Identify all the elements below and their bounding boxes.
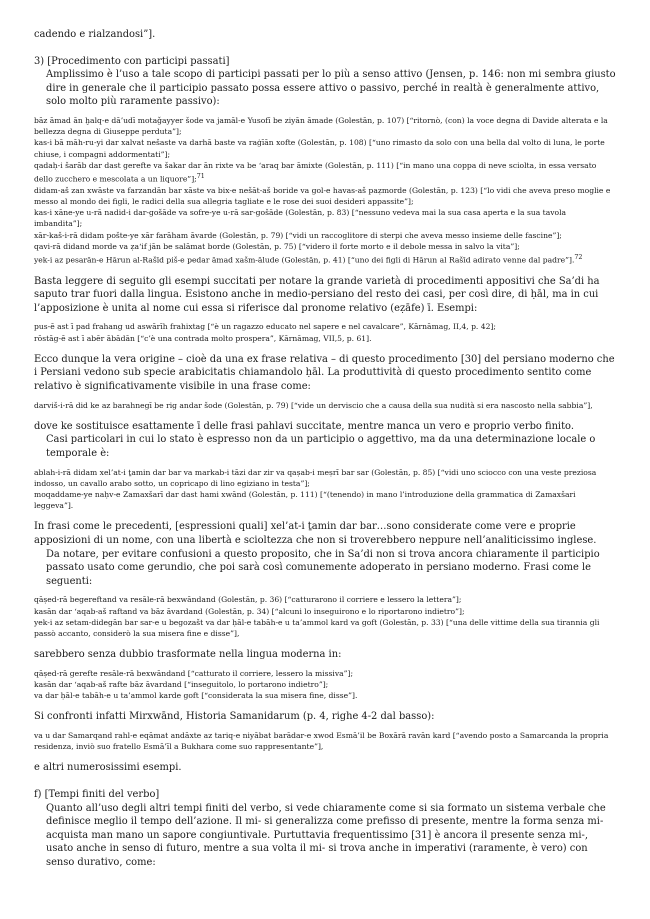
example-line: yek-i az setam-didegān bar sar-e u begozašt va dar ḥāl-e tabāh-e u ta’ammol kard va goft (Golestān, p. 33) [“una delle vittime della sua tirannia gli passò accanto, considerò la sua misera fine e disse”], [34,617,600,639]
example-text: yek-i az pesarān-e Hārun al-Rašīd piš-e pedar āmad xašm-ālude (Golestān, p. 41) [“uno dei figli di Hārun al Rašīd adirato venne dal padre”]. [34,255,575,265]
example-line: kasān dar ‘aqab-aš rafte bāz āvardand [“inseguitolo, lo portarono indietro”]; [34,680,329,690]
paragraph: Basta leggere di seguito gli esempi succitati per notare la grande varietà di procedimenti appositivi che Sa’di ha saputo trar fuori dalla lingua. Esistono anche in medio-persiano del resto dei casi, per così dire, di ḥāl, ma in cui l’apposizione è unita al nome cui essa si riferisce dal pronome relativo (eẓāfe) ī. Esempi: [34,275,600,314]
example-line: va u dar Samarqand rahl-e eqāmat andāxte az tariq-e niyābat barādar-e xwod Esmā’il be Boxārā ravān kard [“avendo posto a Samarcanda la propria residenza, inviò suo fratello Esmā’īl a Bukhara come suo rappresentante”], [34,731,609,752]
paragraph: Casi particolari in cui lo stato è espresso non da un participio o aggettivo, ma da una determinazione locale o temporale è: [46,434,596,460]
footnote-marker[interactable]: 71 [196,172,205,180]
paragraph: Ecco dunque la vera origine – cioè da una ex frase relativa – di questo procedimento [30] del persiano moderno che i Persiani vedono sub specie arabicitatis chiamandolo ḥāl. La produttività di questo procedimento sentito come relativo è significativamente visibile in una frase come: [34,353,615,393]
example-line: kasān dar ‘aqab-aš raftand va bāz āvardand (Golestān, p. 34) [“alcuni lo inseguirono e lo riportarono indietro”]; [34,606,465,616]
paragraph: Si confronti infatti Mirxwānd, Historia Samanidarum (p. 4, righe 4-2 dal basso): [34,711,435,723]
paragraph: Quanto all’uso degli altri tempi finiti del verbo, si vede chiaramente come si sia formato un sistema verbale che definisce meglio il tempo dell’azione. Il mi- si generalizza come prefisso di presente, mentre la forma senza mi- acquista man mano un sapore congiuntivale. Purtuttavia frequentissimo [31] è ancora il presente senza mi-, usato anche in senso di futuro, mentre a sua volta il mi- si trova anche in imperativi (raramente, è vero) con senso durativo, come: [46,802,606,868]
example-line: qāṣed-rā gerefte resāle-rā bexwāndand [“catturato il corriere, lessero la missiva”]; [34,668,354,678]
example-line: didam-aš zan xwāste va farzandān bar xāste va bix-e nešāt-aš boride va gol-e havas-aš paẓmorde (Golestān, p. 123) [“lo vidi che aveva preso moglie e messo al mondo dei figli, le radici della sua allegria tagliate e le rose dei suoi desideri appassite”]; [34,185,611,206]
footnote-marker[interactable]: 72 [574,253,583,261]
example-line: qāṣed-rā begereftand va resāle-rā bexwāndand (Golestān, p. 36) [“catturarono il corriere e lessero la lettera”]; [34,595,462,605]
text-line: cadendo e rialzandosi”]. [34,29,156,40]
example-line: xār-kaš-i-rā didam pošte-ye xār farāham āvarde (Golestān, p. 79) [“vidi un raccoglitore di sterpi che aveva messo insieme delle fascine”]; [34,230,562,240]
example-line [34,160,616,185]
example-line: kas-i xāne-ye u-rā nadid-i dar-gošāde va sofre-ye u-rā sar-gošāde (Golestān, p. 83) [“nessuno vedeva mai la sua casa aperta e la sua tavola imbandita”]; [34,208,567,229]
example-line: va dar ḥāl-e tabāh-e u ta’ammol karde goft [“considerata la sua misera fine, disse”]. [34,691,358,701]
example-line: rōstāg-ē ast ī abēr ābādān [“c’è una contrada molto prospera”, Kārnāmag, VII,5, p. 61]. [34,333,372,343]
paragraph: Da notare, per evitare confusioni a questo proposito, che in Sa’di non si trova ancora chiaramente il participio passato usato come gerundio, che poi sarà così comunemente adoperato in persiano moderno. Frasi come le seguenti: [46,548,600,587]
paragraph: In frasi come le precedenti, [espressioni quali] xel’at-i ṯamin dar bar…sono considerate come vere e proprie apposizioni di un nome, con una libertà e scioltezza che non si troverebbero neppure nell’analiticissimo inglese. [34,521,597,547]
example-line: pus-ē ast ī pad frahang ud aswārīh frahixtag [“è un ragazzo educato nel sapere e nel cavalcare”, Kārnāmag, II,4, p. 42]; [34,322,496,332]
paragraph: Amplissimo è l’uso a tale scopo di participi passati per lo più a senso attivo (Jensen, p. 146: non mi sembra giusto dire in generale che il participio passato possa essere attivo o passivo, perché in realtà è generalmente attivo, solo molto più raramente passivo): [46,69,616,108]
example-line [34,252,616,266]
paragraph: dove ke sostituisce esattamente ī delle frasi pahlavi succitate, mentre manca un vero e proprio verbo finito. [34,420,574,432]
section-heading-f: f) [Tempi finiti del verbo] [34,789,160,801]
example-line: kas-i bā māh-ru-yi dar xalvat nešaste va darhā baste va raġīān xofte (Golestān, p. 108) [“uno rimasto da solo con una bella dal volto di luna, le porte chiuse, i compagni addormentati”]; [34,138,605,159]
paragraph: e altri numerosissimi esempi. [34,762,182,774]
example-line: bāz āmad ān ḫalq-e dā’udī motaǧayyer šode va jamāl-e Yusofī be ziyān āmade (Golestān, p. 107) [“ritornò, (con) la voce degna di Davide alterata e la bellezza degna di Giuseppe perduta”]; [34,115,608,137]
paragraph: sarebbero senza dubbio trasformate nella lingua moderna in: [34,649,342,661]
example-line: qavi-rā didand morde va ẓa‘if jān be salāmat borde (Golestān, p. 75) [“videro il forte morto e il debole messa in salvo la vita”]; [34,241,520,251]
section-heading-3: 3) [Procedimento con participi passati] [34,55,230,67]
example-line: moqaddame-ye naḥv-e Zamaxšarī dar dast hami xwānd (Golestān, p. 111) [“(tenendo) in mano l’introduzione della grammatica di Zamaxšari leggeva”]. [34,490,576,511]
example-text: qadaḥ-i šarāb dar dast gerefte va šakar dar ān rixte va be ‘araq bar āmixte (Golestān, p. 111) [“in mano una coppa di neve sciolta, in essa versato dello zucchero e mescolata a un liquore”]; [34,160,597,184]
example-line: ablah-i-rā didam xel’at-i ṯamin dar bar va markab-i tāzi dar zir va qaṣab-i meṣrī bar sar (Golestān, p. 85) [“vidi uno sciocco con una veste preziosa indosso, un cavallo arabo sotto, un copricapo di lino egiziano in testa”]; [34,467,597,488]
example-line: darviš-i-rā did ke az barahnegī be rig andar šode (Golestān, p. 79) [“vide un derviscio che a causa della sua nudità si era nascosto nella sabbia”], [34,400,593,410]
